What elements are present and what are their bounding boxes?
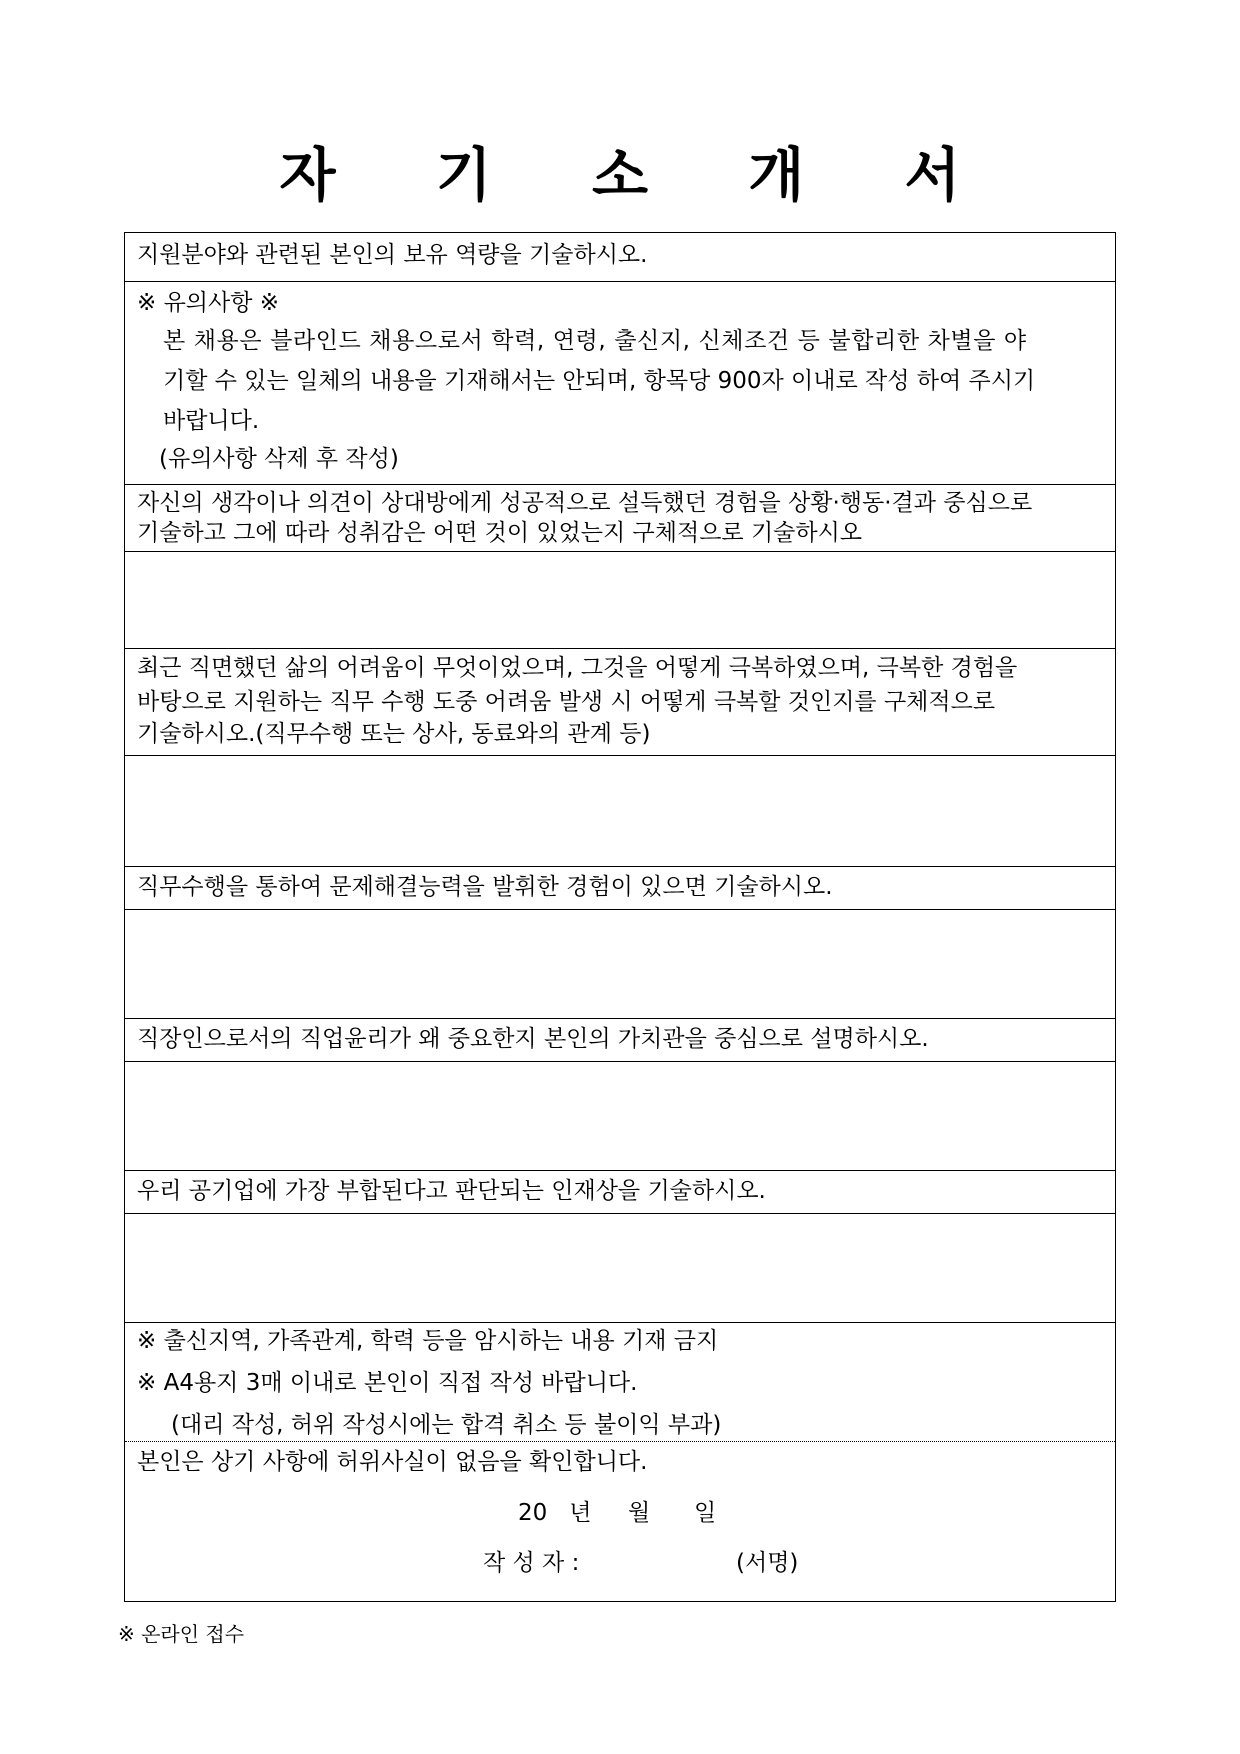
notice-line-1: 본 채용은 블라인드 채용으로서 학력, 연령, 출신지, 신체조건 등 불합리한 차별을 야 [163, 328, 1027, 354]
warning-personal-info: ※ 출신지역, 가족관계, 학력 등을 암시하는 내용 기재 금지 [137, 1328, 719, 1354]
question-ethics: 직장인으로서의 직업윤리가 왜 중요한지 본인의 가치관을 중심으로 설명하시오. [137, 1026, 929, 1052]
answer-area-ethics[interactable] [125, 1062, 1115, 1170]
signer-label: 작 성 자 : [483, 1550, 580, 1576]
page-title: 자 기 소 개 서 [279, 141, 1001, 209]
answer-area-talent[interactable] [125, 1214, 1115, 1322]
notice-heading: ※ 유의사항 ※ [137, 290, 280, 316]
divider [125, 1322, 1115, 1323]
question-persuasion-line-2: 기술하고 그에 따라 성취감은 어떤 것이 있었는지 구체적으로 기술하시오 [137, 520, 863, 546]
answer-area-problem-solving[interactable] [125, 910, 1115, 1018]
date-line[interactable]: 20 년 월 일 [518, 1500, 717, 1526]
divider [125, 866, 1115, 867]
footnote-online-submission: ※ 온라인 접수 [118, 1622, 245, 1646]
warning-penalty: (대리 작성, 허위 작성시에는 합격 취소 등 불이익 부과) [171, 1412, 722, 1438]
question-hardship-line-2: 바탕으로 지원하는 직무 수행 도중 어려움 발생 시 어떻게 극복할 것인지를 구체적으로 [137, 689, 996, 715]
divider [125, 1018, 1115, 1019]
signature-field[interactable]: (서명) [736, 1550, 799, 1576]
answer-area-persuasion[interactable] [125, 552, 1115, 648]
divider [125, 1441, 1115, 1442]
notice-line-3: 바랍니다. [163, 408, 260, 434]
divider [125, 484, 1115, 485]
confirmation-statement: 본인은 상기 사항에 허위사실이 없음을 확인합니다. [137, 1449, 648, 1475]
self-introduction-form [124, 232, 1116, 1602]
divider [125, 648, 1115, 649]
question-hardship-line-3: 기술하시오.(직무수행 또는 상사, 동료와의 관계 등) [137, 721, 651, 747]
notice-delete-instruction: (유의사항 삭제 후 작성) [159, 446, 399, 472]
question-talent: 우리 공기업에 가장 부합된다고 판단되는 인재상을 기술하시오. [137, 1178, 766, 1204]
question-hardship-line-1: 최근 직면했던 삶의 어려움이 무엇이었으며, 그것을 어떻게 극복하였으며, 극복한 경험을 [137, 655, 1018, 681]
question-competency: 지원분야와 관련된 본인의 보유 역량을 기술하시오. [137, 242, 648, 268]
answer-area-hardship[interactable] [125, 756, 1115, 866]
question-persuasion-line-1: 자신의 생각이나 의견이 상대방에게 성공적으로 설득했던 경험을 상황·행동·결과 중심으로 [137, 490, 1033, 516]
notice-line-2: 기할 수 있는 일체의 내용을 기재해서는 안되며, 항목당 900자 이내로 작성 하여 주시기 [163, 368, 1036, 394]
divider [125, 1170, 1115, 1171]
warning-page-limit: ※ A4용지 3매 이내로 본인이 직접 작성 바랍니다. [137, 1370, 638, 1396]
question-problem-solving: 직무수행을 통하여 문제해결능력을 발휘한 경험이 있으면 기술하시오. [137, 874, 833, 900]
divider [125, 281, 1115, 282]
